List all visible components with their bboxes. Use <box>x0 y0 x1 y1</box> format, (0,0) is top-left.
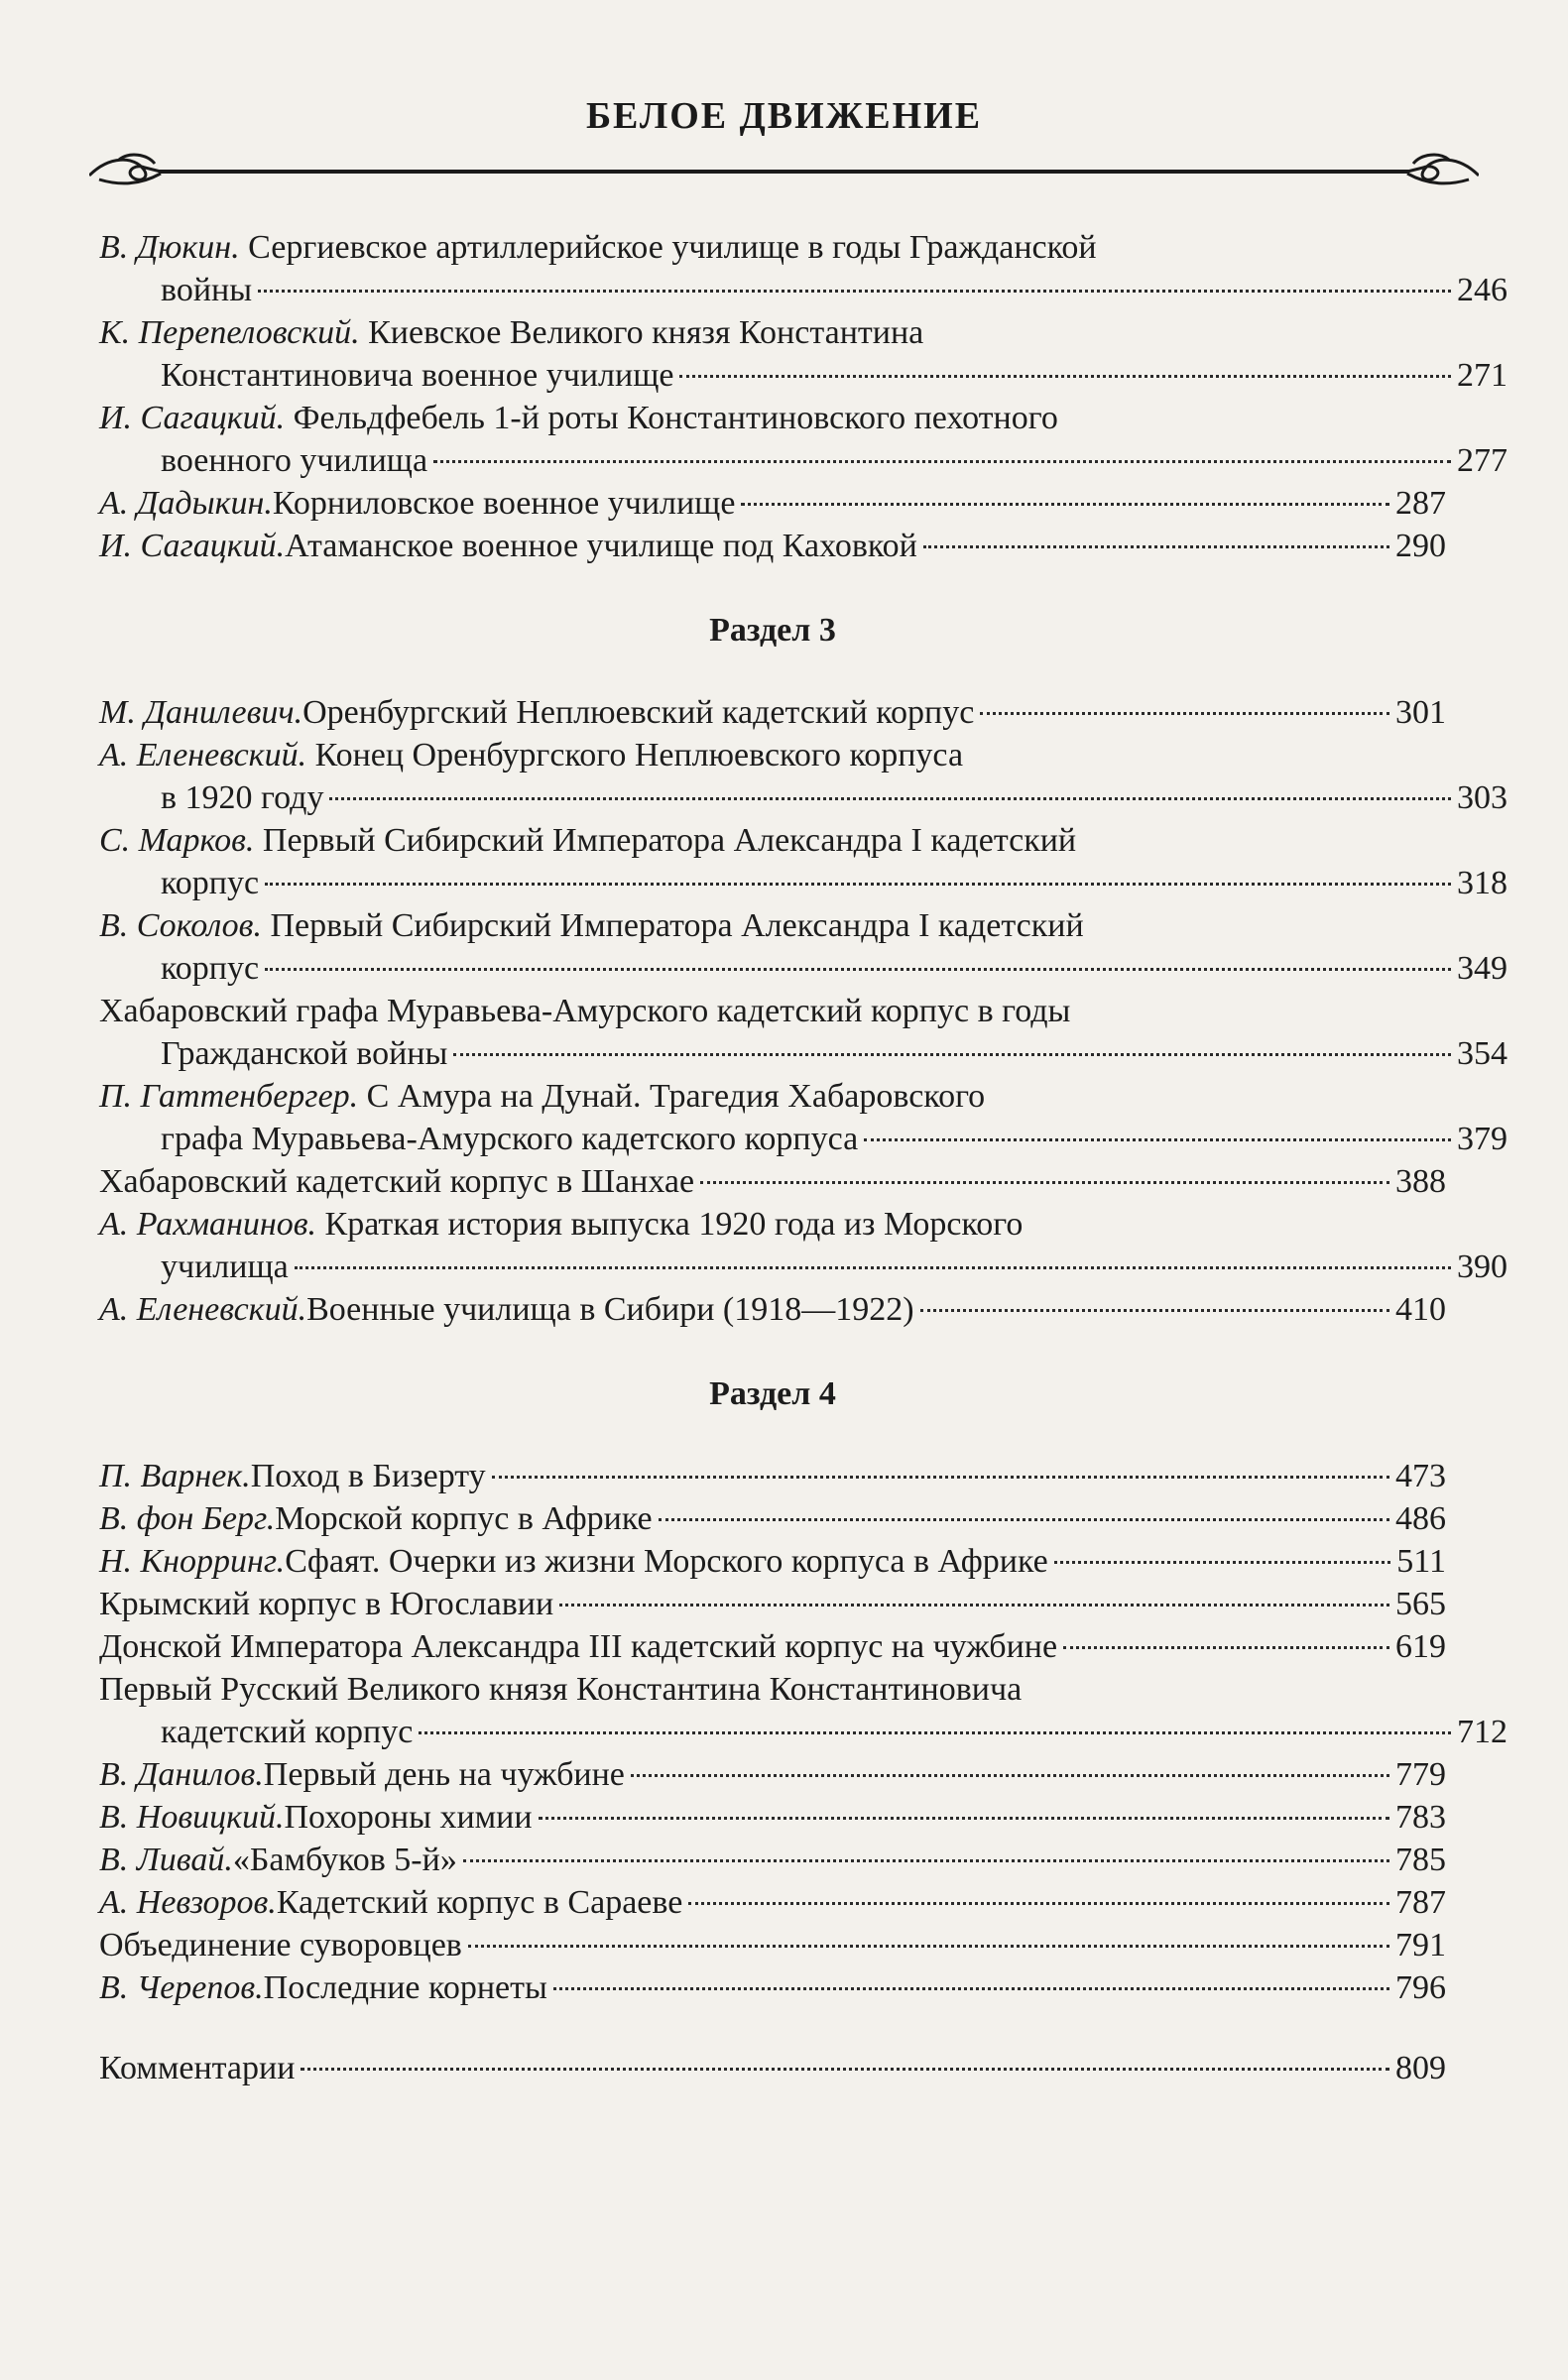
entry-page-number: 379 <box>1457 1121 1508 1157</box>
entry-title-continued: в 1920 году <box>161 779 324 816</box>
entry-title: Последние корнеты <box>263 1969 547 2006</box>
entry-first-line <box>99 734 1446 776</box>
toc-section-4 <box>99 1455 1508 2009</box>
dot-leader <box>688 1902 1389 1905</box>
toc-entry <box>99 734 1508 819</box>
dot-leader <box>329 797 1451 800</box>
left-flourish-icon <box>89 155 161 183</box>
toc-entry <box>99 1668 1508 1753</box>
entry-author: К. Перепеловский. <box>99 314 360 351</box>
entry-page-number: 791 <box>1395 1927 1446 1964</box>
entry-first-line <box>99 397 1446 439</box>
entry-title: Поход в Бизерту <box>250 1458 486 1494</box>
entry-title-continued: Константиновича военное училище <box>161 357 674 394</box>
entry-continuation-line <box>99 1711 1508 1753</box>
entry-first-line <box>99 1075 1446 1118</box>
entry-page-number: 809 <box>1395 2050 1446 2086</box>
entry-title: Первый Русский Великого князя Константина Константиновича <box>99 1671 1023 1708</box>
entry-author: В. Дюкин. <box>99 229 240 266</box>
entry-author: И. Сагацкий. <box>99 528 286 564</box>
dot-leader <box>1054 1561 1390 1564</box>
entry-page-number: 779 <box>1395 1756 1446 1793</box>
entry-title-continued: кадетский корпус <box>161 1714 414 1750</box>
entry-title: Фельдфебель 1-й роты Константиновского пехотного <box>293 400 1058 436</box>
entry-page-number: 318 <box>1457 865 1508 901</box>
dot-leader <box>631 1774 1389 1777</box>
toc-block-1 <box>99 226 1508 567</box>
entry-continuation-line <box>99 947 1508 990</box>
entry-author: А. Еленевский. <box>99 1291 307 1328</box>
entry-page-number: 277 <box>1457 442 1508 479</box>
toc-entry <box>99 990 1508 1075</box>
entry-title-continued: корпус <box>161 950 260 987</box>
dot-leader <box>864 1138 1451 1141</box>
dot-leader <box>679 375 1451 378</box>
entry-page-number: 301 <box>1395 694 1446 731</box>
entry-author: А. Еленевский. <box>99 737 307 774</box>
entry-first-line <box>99 904 1446 947</box>
toc-entry <box>99 1625 1446 1668</box>
entry-title: Краткая история выпуска 1920 года из Морского <box>324 1206 1024 1243</box>
entry-page-number: 619 <box>1395 1628 1446 1665</box>
entry-continuation-line <box>99 439 1508 482</box>
entry-author: В. Соколов. <box>99 907 262 944</box>
entry-line <box>99 1625 1446 1668</box>
toc-entry <box>99 1796 1446 1839</box>
entry-first-line <box>99 226 1446 269</box>
entry-page-number: 246 <box>1457 272 1508 308</box>
toc-entry <box>99 1881 1446 1924</box>
entry-first-line <box>99 311 1446 354</box>
entry-page-number: 388 <box>1395 1163 1446 1200</box>
toc-entry <box>99 1455 1446 1497</box>
entry-page-number: 303 <box>1457 779 1508 816</box>
entry-continuation-line <box>99 1032 1508 1075</box>
entry-title-continued: графа Муравьева-Амурского кадетского корпуса <box>161 1121 859 1157</box>
entry-title: Киевское Великого князя Константина <box>368 314 924 351</box>
entry-author: П. Гаттенбергер. <box>99 1078 359 1115</box>
entry-line <box>99 1796 1446 1839</box>
dot-leader <box>301 2068 1389 2071</box>
entry-page-number: 565 <box>1395 1586 1446 1622</box>
entry-title: «Бамбуков 5-й» <box>232 1842 457 1878</box>
entry-page-number: 787 <box>1395 1884 1446 1921</box>
entry-page-number: 785 <box>1395 1842 1446 1878</box>
dot-leader <box>265 883 1451 886</box>
entry-author: В. Черепов. <box>99 1969 264 2006</box>
entry-page-number: 287 <box>1395 485 1446 522</box>
entry-line <box>99 1540 1446 1583</box>
toc-entry <box>99 1160 1446 1203</box>
entry-title: Первый день на чужбине <box>263 1756 625 1793</box>
toc-entry <box>99 1924 1446 1966</box>
entry-title: Первый Сибирский Императора Александра I кадетский <box>262 822 1077 859</box>
entry-continuation-line <box>99 1246 1508 1288</box>
dot-leader <box>258 290 1451 293</box>
entry-title: Морской корпус в Африке <box>275 1500 653 1537</box>
entry-continuation-line <box>99 1118 1508 1160</box>
entry-line <box>99 525 1446 567</box>
dot-leader <box>453 1053 1451 1056</box>
toc-entry <box>99 1583 1446 1625</box>
dot-leader <box>741 503 1389 506</box>
dot-leader <box>265 968 1451 971</box>
entry-page-number: 473 <box>1395 1458 1446 1494</box>
entry-page-number: 783 <box>1395 1799 1446 1836</box>
toc-entry <box>99 1075 1508 1160</box>
toc-entry <box>99 482 1446 525</box>
entry-title-continued: училища <box>161 1249 289 1285</box>
dot-leader <box>980 712 1389 715</box>
entry-title: Корниловское военное училище <box>272 485 736 522</box>
entry-title: Комментарии <box>99 2050 296 2086</box>
dot-leader <box>920 1309 1389 1312</box>
entry-author: А. Невзоров. <box>99 1884 277 1921</box>
entry-author: А. Дадыкин. <box>99 485 273 522</box>
entry-title: Конец Оренбургского Неплюевского корпуса <box>314 737 964 774</box>
entry-page-number: 354 <box>1457 1035 1508 1072</box>
dot-leader <box>539 1817 1389 1820</box>
entry-line <box>99 1924 1446 1966</box>
toc-entry <box>99 311 1508 397</box>
entry-title: Хабаровский графа Муравьева-Амурского кадетский корпус в годы <box>99 993 1071 1029</box>
dot-leader <box>419 1731 1451 1734</box>
entry-author: В. фон Берг. <box>99 1500 276 1537</box>
entry-title: С Амура на Дунай. Трагедия Хабаровского <box>366 1078 986 1115</box>
dot-leader <box>468 1945 1389 1948</box>
dot-leader <box>553 1987 1389 1990</box>
toc-entry <box>99 1203 1508 1288</box>
dot-leader <box>700 1181 1389 1184</box>
entry-first-line <box>99 990 1446 1032</box>
toc-entry <box>99 1288 1446 1331</box>
section-3-title: Раздел 3 <box>709 612 836 649</box>
dot-leader <box>433 460 1451 463</box>
entry-title: Похороны химии <box>284 1799 533 1836</box>
entry-page-number: 290 <box>1395 528 1446 564</box>
toc-entry-comments <box>99 2047 1446 2089</box>
dot-leader <box>559 1604 1389 1606</box>
entry-line <box>99 1966 1446 2009</box>
entry-continuation-line <box>99 354 1508 397</box>
entry-title: Атаманское военное училище под Каховкой <box>285 528 917 564</box>
ornamental-rule <box>89 150 1479 189</box>
entry-page-number: 349 <box>1457 950 1508 987</box>
entry-page-number: 796 <box>1395 1969 1446 2006</box>
entry-line <box>99 691 1446 734</box>
entry-first-line <box>99 819 1446 862</box>
entry-continuation-line <box>99 862 1508 904</box>
entry-author: И. Сагацкий. <box>99 400 286 436</box>
entry-page-number: 271 <box>1457 357 1508 394</box>
section-4-title: Раздел 4 <box>709 1375 836 1412</box>
dot-leader <box>295 1266 1451 1269</box>
entry-first-line <box>99 1203 1446 1246</box>
entry-line <box>99 1881 1446 1924</box>
entry-author: М. Данилевич. <box>99 694 303 731</box>
entry-title: Донской Императора Александра III кадетский корпус на чужбине <box>99 1628 1058 1665</box>
entry-title: Сфаят. Очерки из жизни Морского корпуса в Африке <box>285 1543 1048 1580</box>
entry-title-continued: Гражданской войны <box>161 1035 448 1072</box>
entry-title: Сергиевское артиллерийское училище в годы Гражданской <box>248 229 1097 266</box>
entry-title: Кадетский корпус в Сараеве <box>276 1884 683 1921</box>
dot-leader <box>923 545 1389 548</box>
dot-leader <box>659 1518 1389 1521</box>
entry-continuation-line <box>99 776 1508 819</box>
toc-entry <box>99 397 1508 482</box>
dot-leader <box>492 1476 1389 1479</box>
dot-leader <box>1063 1646 1389 1649</box>
entry-line <box>99 1583 1446 1625</box>
entry-author: П. Варнек. <box>99 1458 251 1494</box>
entry-title: Первый Сибирский Императора Александра I кадетский <box>270 907 1084 944</box>
header-title: БЕЛОЕ ДВИЖЕНИЕ <box>585 95 983 137</box>
entry-line <box>99 1753 1446 1796</box>
toc-section-3 <box>99 691 1508 1331</box>
entry-title-continued: военного училища <box>161 442 428 479</box>
entry-line <box>99 1497 1446 1540</box>
entry-title-continued: корпус <box>161 865 260 901</box>
entry-page-number: 511 <box>1396 1543 1446 1580</box>
entry-title: Хабаровский кадетский корпус в Шанхае <box>99 1163 695 1200</box>
entry-title: Оренбургский Неплюевский кадетский корпус <box>302 694 975 731</box>
entry-title: Объединение суворовцев <box>99 1927 462 1964</box>
entry-title-continued: войны <box>161 272 253 308</box>
toc-entry <box>99 525 1446 567</box>
entry-author: А. Рахманинов. <box>99 1206 317 1243</box>
entry-author: Н. Кнорринг. <box>99 1543 286 1580</box>
toc-entry <box>99 819 1508 904</box>
toc-entry <box>99 904 1508 990</box>
entry-page-number: 390 <box>1457 1249 1508 1285</box>
entry-line <box>99 1160 1446 1203</box>
entry-author: В. Новицкий. <box>99 1799 285 1836</box>
entry-line <box>99 1839 1446 1881</box>
table-of-contents <box>99 226 1508 2089</box>
entry-page-number: 712 <box>1457 1714 1508 1750</box>
toc-entry <box>99 226 1508 311</box>
entry-title: Военные училища в Сибири (1918—1922) <box>306 1291 914 1328</box>
entry-page-number: 410 <box>1395 1291 1446 1328</box>
toc-entry <box>99 691 1446 734</box>
entry-line <box>99 2047 1446 2089</box>
entry-line <box>99 1288 1446 1331</box>
entry-author: В. Данилов. <box>99 1756 264 1793</box>
dot-leader <box>463 1859 1389 1862</box>
entry-title: Крымский корпус в Югославии <box>99 1586 554 1622</box>
entry-author: С. Марков. <box>99 822 255 859</box>
entry-line <box>99 482 1446 525</box>
toc-entry <box>99 1497 1446 1540</box>
toc-entry <box>99 1753 1446 1796</box>
entry-continuation-line <box>99 269 1508 311</box>
toc-entry <box>99 1839 1446 1881</box>
entry-first-line <box>99 1668 1446 1711</box>
toc-entry <box>99 1540 1446 1583</box>
entry-line <box>99 1455 1446 1497</box>
entry-author: В. Ливай. <box>99 1842 233 1878</box>
toc-entry <box>99 1966 1446 2009</box>
toc-comments <box>99 2047 1446 2089</box>
right-flourish-icon <box>1407 155 1479 183</box>
running-header <box>89 94 1479 138</box>
entry-page-number: 486 <box>1395 1500 1446 1537</box>
